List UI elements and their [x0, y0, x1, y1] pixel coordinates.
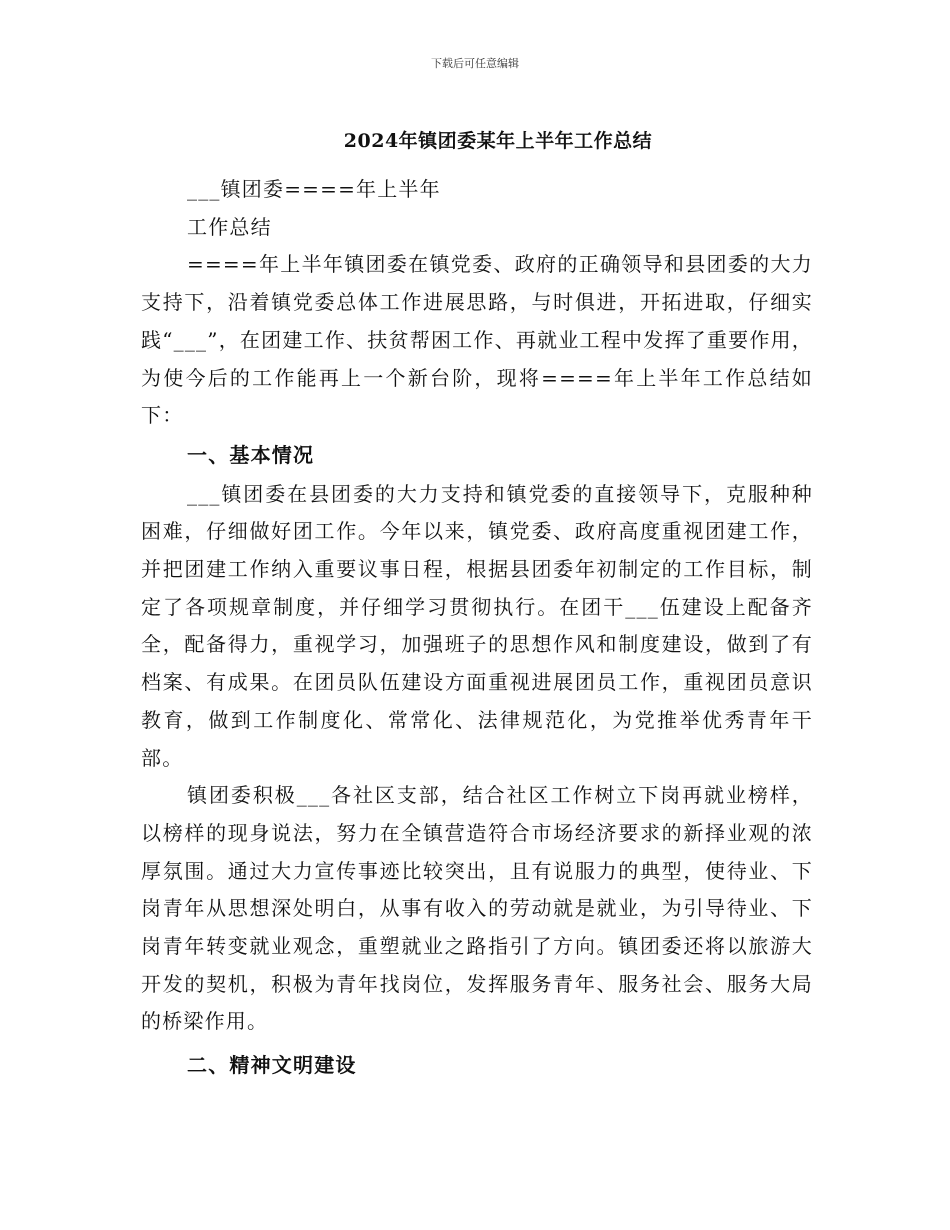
subtitle-line-1: ___镇团委====年上半年: [187, 177, 441, 201]
body-paragraph: ___镇团委在县团委的大力支持和镇党委的直接领导下，克服种种困难，仔细做好团工作。今年以来，镇党委、政府高度重视团建工作，并把团建工作纳入重要议事日程，根据县团委年初制定的工作目标，制定了各项规章制度，并仔细学习贯彻执行。在团干___伍建设上配备齐全，配备得力，重视学习，加强班子的思想作风和制度建设，做到了有档案、有成果。在团员队伍建设方面重视进展团员工作，重视团员意识教育，做到工作制度化、常常化、法律规范化，为党推举优秀青年干部。: [141, 481, 813, 770]
document-title: 2024年镇团委某年上半年工作总结: [343, 130, 653, 152]
document-body: [141, 171, 813, 1085]
subtitle-line-2: 工作总结: [187, 214, 272, 239]
intro-paragraph: ====年上半年镇团委在镇党委、政府的正确领导和县团委的大力支持下，沿着镇党委总体工作进展思路，与时俱进，开拓进取，仔细实践“___”，在团建工作、扶贫帮困工作、再就业工程中发挥了重要作用，为使今后的工作能再上一个新台阶，现将====年上半年工作总结如下：: [141, 252, 813, 428]
section-heading-basic-situation: 一、基本情况: [187, 442, 315, 467]
body-paragraph: 镇团委积极___各社区支部，结合社区工作树立下岗再就业榜样，以榜样的现身说法，努力在全镇营造符合市场经济要求的新择业观的浓厚氛围。通过大力宣传事迹比较突出，且有说服力的典型，使待业、下岗青年从思想深处明白，从事有收入的劳动就是就业，为引导待业、下岗青年转变就业观念，重塑就业之路指引了方向。镇团委还将以旅游大开发的契机，积极为青年找岗位，发挥服务青年、服务社会、服务大局的桥梁作用。: [141, 783, 813, 1034]
header-note: 下载后可任意编辑: [431, 57, 519, 70]
section-heading-spiritual-civilization: 二、精神文明建设: [187, 1053, 357, 1078]
